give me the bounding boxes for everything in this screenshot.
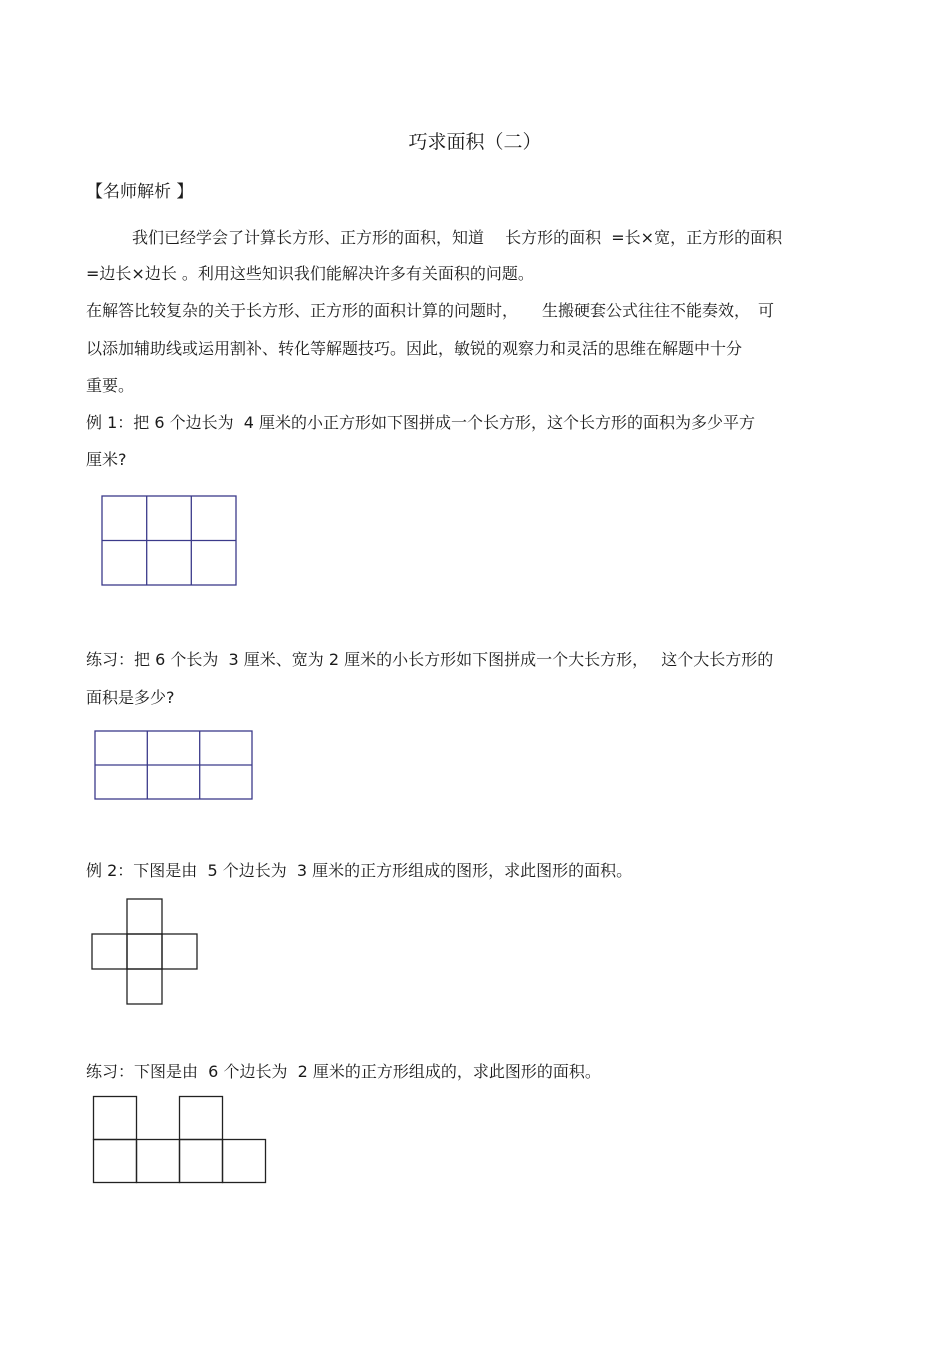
figure3-square [162, 934, 197, 969]
example1-figure [100, 494, 240, 588]
section-heading: 【名师解析 】 [86, 182, 194, 202]
figure3-square [127, 969, 162, 1004]
example2-figure [89, 897, 201, 1007]
intro-line-1: 我们已经学会了计算长方形、正方形的面积，知道 长方形的面积 =长×宽，正方形的面积 [132, 228, 783, 247]
figure3-square [127, 934, 162, 969]
example1-line-1: 例 1：把 6 个边长为 4 厘米的小正方形如下图拼成一个长方形，这个长方形的面积为多少平方 [86, 413, 756, 432]
figure4-square [94, 1140, 137, 1183]
example1-line-2: 厘米? [86, 450, 127, 469]
intro-line-4: 以添加辅助线或运用割补、转化等解题技巧。因此，敏锐的观察力和灵活的思维在解题中十分 [86, 339, 743, 358]
intro-line-2: =边长×边长 。利用这些知识我们能解决许多有关面积的问题。 [86, 264, 534, 283]
intro-line-5: 重要。 [86, 376, 135, 395]
figure4-square [180, 1140, 223, 1183]
figure3-square [127, 899, 162, 934]
figure3-square [92, 934, 127, 969]
practice2-figure [91, 1094, 269, 1186]
example2-line-1: 例 2：下图是由 5 个边长为 3 厘米的正方形组成的图形，求此图形的面积。 [86, 861, 633, 880]
practice1-line-1: 练习：把 6 个长为 3 厘米、宽为 2 厘米的小长方形如下图拼成一个大长方形， 这个大长方形的 [86, 650, 774, 669]
page-title: 巧求面积（二） [408, 131, 542, 153]
practice1-figure [93, 729, 255, 803]
practice1-line-2: 面积是多少? [86, 688, 175, 707]
figure4-square [94, 1097, 137, 1140]
figure4-square [223, 1140, 266, 1183]
figure4-square [180, 1097, 223, 1140]
intro-line-3: 在解答比较复杂的关于长方形、正方形的面积计算的问题时， 生搬硬套公式往往不能奏效， 可 [86, 301, 775, 320]
practice2-line-1: 练习：下图是由 6 个边长为 2 厘米的正方形组成的，求此图形的面积。 [86, 1062, 601, 1081]
figure4-square [137, 1140, 180, 1183]
